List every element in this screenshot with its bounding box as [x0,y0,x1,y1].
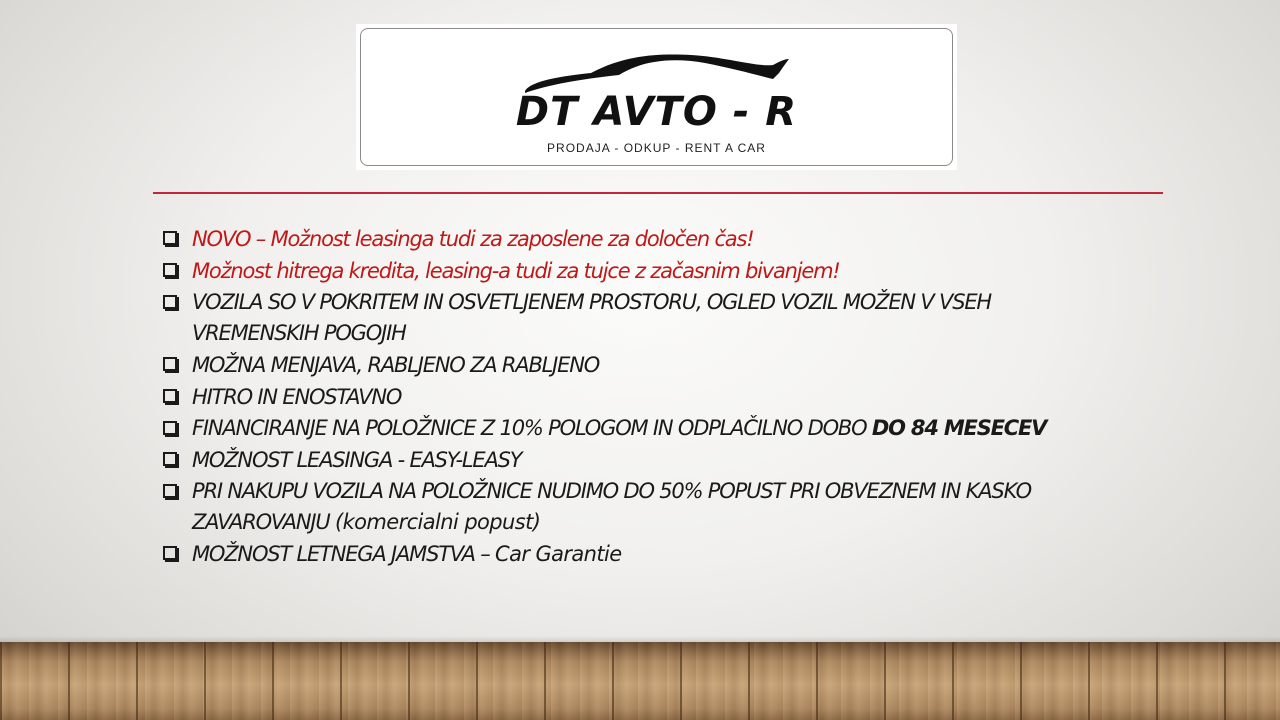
checkbox-bullet-icon [163,357,177,371]
list-item-text: MOŽNOST LEASINGA - EASY-LEASY [192,448,522,472]
list-item-suffix: (komercialni popust) [335,510,541,534]
list-item-text: VOZILA SO V POKRITEM IN OSVETLJENEM PROSTORU, OGLED VOZIL MOŽEN V VSEH VREMENSKIH POGOJIH [192,290,991,345]
list-item [162,349,1122,381]
list-item-text: MOŽNOST LETNEGA JAMSTVA – [192,542,495,566]
list-item [162,287,1122,349]
wooden-floor [0,642,1280,720]
checkbox-bullet-icon [163,389,177,403]
list-item [162,223,1122,255]
list-item [162,476,1122,538]
company-logo [356,24,957,170]
logo-frame [360,28,953,166]
checkbox-bullet-icon [163,546,177,560]
list-item-text: NOVO – Možnost leasinga tudi za zaposlene za določen čas! [192,227,754,251]
checkbox-bullet-icon [163,295,177,309]
list-item [162,381,1122,413]
offer-list [162,223,1122,570]
list-item-text: FINANCIRANJE NA POLOŽNICE Z 10% POLOGOM IN ODPLAČILNO DOBO [192,416,872,440]
list-item [162,444,1122,476]
list-item-text: MOŽNA MENJAVA, RABLJENO ZA RABLJENO [192,353,600,377]
list-item-text: PRI NAKUPU VOZILA NA POLOŽNICE NUDIMO DO 50% POPUST PRI OBVEZNEM IN KASKO ZAVAROVANJU [192,479,1031,534]
logo-tagline: PRODAJA - ODKUP - RENT A CAR [547,141,766,155]
checkbox-bullet-icon [163,452,177,466]
list-item-text: Možnost hitrega kredita, leasing-a tudi za tujce z začasnim bivanjem! [192,259,840,283]
divider-line [153,192,1163,194]
list-item-text: HITRO IN ENOSTAVNO [192,385,402,409]
list-item [162,413,1122,444]
checkbox-bullet-icon [163,263,177,277]
logo-name: DT AVTO - R [515,89,798,135]
checkbox-bullet-icon [163,421,177,435]
checkbox-bullet-icon [163,231,177,245]
list-item-suffix: Car Garantie [495,542,622,566]
list-item [162,538,1122,570]
checkbox-bullet-icon [163,484,177,498]
list-item-bold-text: DO 84 MESECEV [871,416,1047,440]
list-item [162,255,1122,287]
